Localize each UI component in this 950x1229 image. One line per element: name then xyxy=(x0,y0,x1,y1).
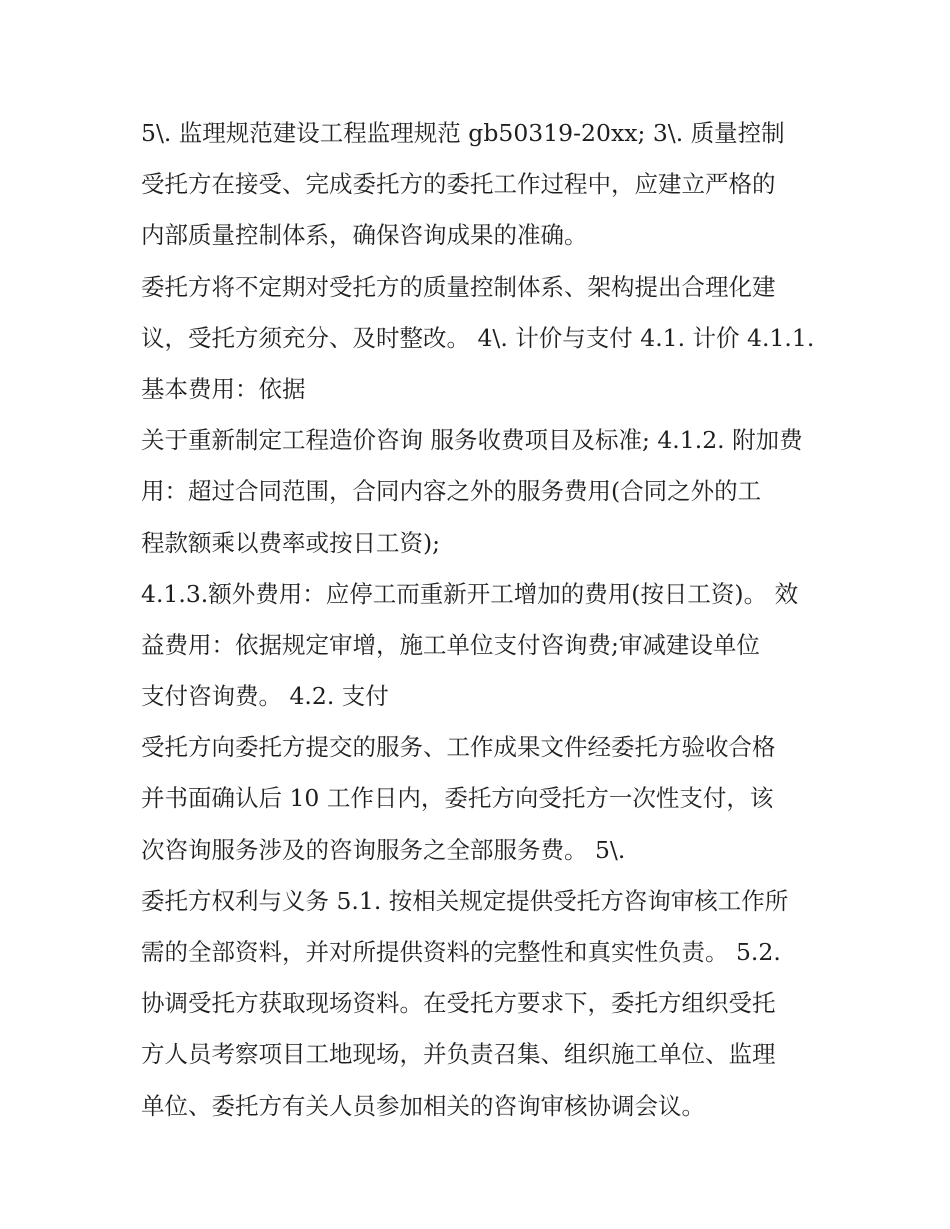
paragraph-7 xyxy=(141,876,816,1132)
text-line: 5\. 监理规范建设工程监理规范 gb50319-20xx; 3\. 质量控制 xyxy=(141,119,785,147)
text-line: 次咨询服务涉及的咨询服务之全部服务费。 5\. xyxy=(141,835,626,864)
text-line: 支付咨询费。 4.2. 支付 xyxy=(141,682,389,711)
paragraph-2 xyxy=(141,159,816,261)
text-line: 用：超过合同范围，合同内容之外的服务费用(合同之外的工 xyxy=(141,477,762,506)
text-line: 益费用：依据规定审增，施工单位支付咨询费;审减建设单位 xyxy=(141,630,760,659)
text-line: 4.1.3.额外费用：应停工而重新开工增加的费用(按日工资)。 效 xyxy=(141,579,799,608)
text-line: 议，受托方须充分、及时整改。 4\. 计价与支付 4.1. 计价 4.1.1. xyxy=(141,323,815,352)
paragraph-1 xyxy=(141,108,816,159)
text-line: 委托方权利与义务 5.1. 按相关规定提供受托方咨询审核工作所 xyxy=(141,886,789,915)
text-line: 需的全部资料，并对所提供资料的完整性和真实性负责。 5.2. xyxy=(141,938,781,966)
text-line: 受托方在接受、完成委托方的委托工作过程中，应建立严格的 xyxy=(141,170,776,199)
paragraph-4 xyxy=(141,415,816,569)
paragraph-6 xyxy=(141,722,816,876)
text-line: 关于重新制定工程造价咨询 服务收费项目及标准; 4.1.2. 附加费 xyxy=(141,426,803,455)
text-line: 受托方向委托方提交的服务、工作成果文件经委托方验收合格 xyxy=(141,733,776,762)
text-line: 内部质量控制体系，确保咨询成果的准确。 xyxy=(141,221,588,250)
text-line: 委托方将不定期对受托方的质量控制体系、架构提出合理化建 xyxy=(141,272,776,301)
text-line: 单位、委托方有关人员参加相关的咨询审核协调会议。 xyxy=(141,1091,705,1120)
text-line: 方人员考察项目工地现场，并负责召集、组织施工单位、监理 xyxy=(141,1040,776,1069)
paragraph-5 xyxy=(141,569,816,723)
document-body xyxy=(141,108,816,1132)
paragraph-3 xyxy=(141,262,816,416)
text-line: 并书面确认后 10 工作日内，委托方向受托方一次性支付，该 xyxy=(141,784,774,813)
text-line: 协调受托方获取现场资料。在受托方要求下，委托方组织受托 xyxy=(141,989,776,1018)
text-line: 基本费用：依据 xyxy=(141,374,306,403)
text-line: 程款额乘以费率或按日工资); xyxy=(141,528,441,557)
